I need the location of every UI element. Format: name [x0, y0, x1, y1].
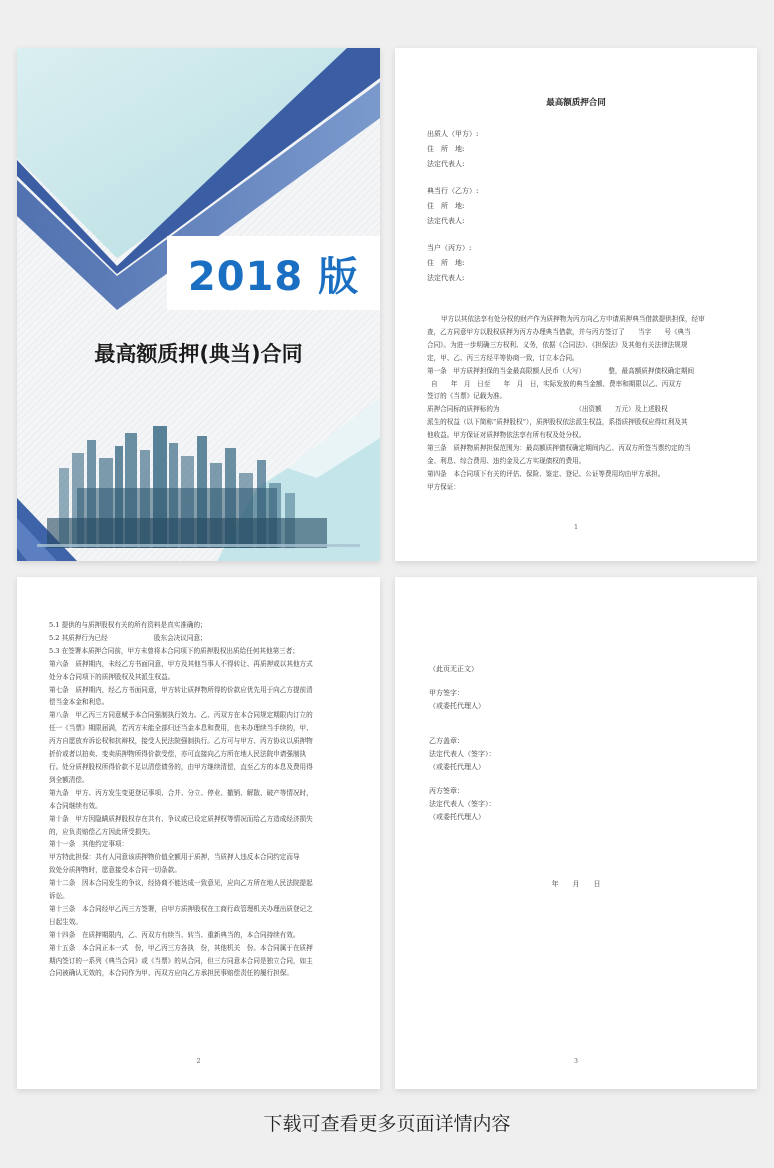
sign-line: 法定代表人（签字）：: [429, 800, 496, 808]
sign-line: 丙方签章：: [429, 787, 464, 795]
body-line: 5.1 提供的与质押股权有关的所有资料是真实准确的；: [49, 621, 207, 629]
contract-body: [427, 313, 725, 494]
body-line: 自 年 月 日至 年 月 日，实际发放的典当金额、费率和期限以乙、丙双方: [431, 379, 682, 388]
sign-line: [429, 713, 496, 724]
cover-page: [17, 48, 380, 561]
page-number: 3: [574, 1058, 578, 1065]
body-line: 行。处分质押股权所得价款不足以清偿债务的，由甲方继续清偿，直至乙方的本息及费用得: [49, 762, 313, 771]
body-line: 甲方以其依法享有处分权的财产作为质押物为丙方向乙方申请质押典当借款提供担保，经审: [441, 315, 705, 323]
party-line: 当户（丙方）:: [427, 244, 472, 252]
party-line: 法定代表人:: [427, 217, 465, 225]
sign-line: （或委托代理人）: [429, 813, 485, 821]
party-pledgor: [427, 127, 478, 172]
sign-line: [429, 676, 496, 687]
sign-line: [429, 724, 496, 735]
sign-line: （或委托代理人）: [429, 763, 485, 771]
party-line: 出质人（甲方）:: [427, 130, 479, 138]
page-number: 2: [196, 1058, 201, 1065]
body-line: 第四条 本合同项下有关的评估、保险、鉴定、登记、公证等费用均由甲方承担。: [427, 469, 665, 478]
sign-date: 年 月 日: [551, 880, 601, 888]
body-line: 第九条 甲方、丙方发生变更登记事项、合并、分立、停业、撤销、解散、破产等情况时，: [49, 788, 313, 797]
body-line: 处分本合同项下的质押股权及其派生权益。: [49, 672, 175, 681]
body-line: 第三条 质押物质押担保范围为：最高额质押债权确定期间内乙、丙双方所签当票约定的当: [427, 444, 691, 453]
sign-line: 乙方盖章：: [429, 737, 464, 745]
body-line: 5.2 其质押行为已经 股东会决议同意；: [49, 633, 207, 642]
body-line: 诉讼。: [49, 892, 69, 901]
signature-block: [429, 663, 496, 824]
body-line: 查，乙方同意甲方以股权质押为丙方办理典当借款，并与丙方签订了 当字 号《典当: [427, 327, 691, 336]
party-pawner: [427, 241, 471, 286]
party-line: 法定代表人:: [427, 274, 465, 282]
contract-page-2: [17, 577, 380, 1089]
body-line: 第十一条 其他约定事项：: [49, 840, 129, 849]
body-line: 签订的《当票》记载为准。: [427, 392, 507, 401]
sign-line: 法定代表人（签字）：: [429, 750, 496, 758]
body-line: 第八条 甲乙丙三方同意赋予本合同强制执行效力。乙、丙双方在本合同规定期限内订立的: [49, 711, 313, 720]
party-pawnshop: [427, 184, 478, 229]
body-line: 第一条 甲方质押担保的当金最高限额人民币（大写） 整，最高额质押债权确定期间: [427, 366, 695, 375]
body-line: 第十二条 因本合同发生的争议，经协商不能达成一致意见，应向乙方所在地人民法院提起: [49, 879, 313, 888]
body-line: 本合同继续有效。: [49, 801, 102, 810]
sign-line: [429, 774, 496, 785]
party-line: 法定代表人:: [427, 160, 465, 168]
sign-line: （或委托代理人）: [429, 702, 485, 710]
body-line: 甲方保证：: [427, 482, 460, 491]
body-line: 派生的权益（以下简称“质押股权”），质押股权依法派生权益，系指质押股权应得红利及其: [427, 418, 688, 427]
body-line: 第十三条 本合同经甲乙丙三方签署，自甲方质押股权在工商行政管理机关办理出质登记之: [49, 904, 313, 913]
body-line: 金、利息、综合费用、违约金及乙方实现债权的费用。: [427, 456, 586, 465]
body-line: 他收益。甲方保证对质押物依法享有所有权及处分权。: [427, 431, 586, 440]
body-line: 第十五条 本合同正本一式 份，甲乙丙三方各执 份，其他机关 份。本合同属于在质押: [49, 943, 313, 952]
document-title: 最高额质押合同: [546, 98, 606, 108]
body-line: 日起生效。: [49, 917, 82, 926]
body-line: 丙方自愿放弃诉讼权和抗辩权，接受人民法院强制执行。乙方可与甲方、丙方协议以质押物: [49, 737, 313, 746]
contract-page-1: [395, 48, 757, 561]
body-line: 任一《当票》期限届满，若丙方未能全部归还当金本息和费用，也未办理续当手续的，甲、: [49, 724, 313, 733]
party-line: 住 所 地:: [427, 202, 465, 210]
body-line: 偿当金本金和利息。: [49, 698, 109, 707]
body-line: 折价或者以拍卖、变卖质押物所得价款受偿，亦可直接向乙方所在地人民法院申请强制执: [49, 750, 307, 759]
body-line: 甲方特此担保：共有人同意该质押物价值全额用于质押，当质押人违反本合同约定而导: [49, 853, 300, 862]
body-line: 质押合同标的质押标的为 （出资额 万元）及上述股权: [427, 405, 668, 414]
page-number: 1: [574, 524, 578, 531]
sign-line: 甲方签字：: [429, 689, 464, 697]
sign-line: （此页无正文）: [429, 665, 478, 673]
body-line: 合同》。为进一步明确三方权利、义务，依据《合同法》、《担保法》及其他有关法律法规规: [427, 340, 688, 349]
party-line: 典当行（乙方）:: [427, 187, 479, 195]
cover-title: 最高额质押(典当)合同: [94, 342, 303, 366]
body-line: 第六条 质押期内，未经乙方书面同意，甲方及其他当事人不得转让、再质押或以其他方式: [49, 659, 313, 668]
body-line: 5.3 在签署本质押合同前，甲方未曾将本合同项下的质押股权出质给任何其他第三者；: [49, 646, 299, 655]
download-caption[interactable]: 下载可查看更多页面详情内容: [263, 1113, 511, 1135]
body-line: 期内签订的一系列《典当合同》或《当票》的从合同，但三方同意本合同是独立合同，如主: [49, 956, 313, 965]
contract-body: [49, 619, 351, 980]
body-line: 第十四条 在质押期限内，乙、丙双方有续当、转当、重新典当的，本合同持续有效。: [49, 930, 300, 939]
body-line: 第七条 质押期内，经乙方书面同意，甲方转让质押物所得的价款应优先用于向乙方提前清: [49, 685, 313, 694]
body-line: 定，甲、乙、丙三方经平等协商一致，订立本合同。: [427, 353, 579, 362]
body-line: 合同被确认无效的，本合同作为甲、丙双方应向乙方承担民事赔偿责任的履行担保。: [49, 969, 293, 978]
party-line: 住 所 地:: [427, 145, 465, 153]
body-line: 致处分质押物时，愿意接受本合同一切条款。: [49, 866, 181, 875]
body-line: 到全额清偿。: [49, 775, 89, 784]
contract-page-3: [395, 577, 757, 1089]
cover-edition-label: 2018 版: [167, 236, 380, 310]
body-line: 第十条 甲方因隐瞒质押股权存在共有、争议或已设定质押权等情况而给乙方造成经济损失: [49, 814, 313, 823]
body-line: 的，应负责赔偿乙方因此所受损失。: [49, 827, 155, 836]
party-line: 住 所 地:: [427, 259, 465, 267]
